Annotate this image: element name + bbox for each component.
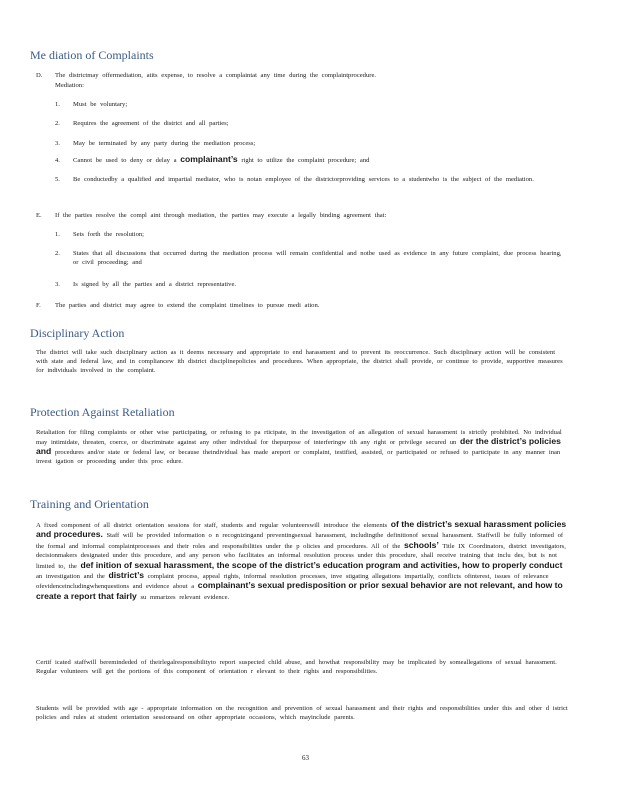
paragraph-protection — [36, 428, 570, 466]
paragraph-text: A fixed component of all district orientation sessions for staff, students and regular volunteerswill introduce the elements — [36, 522, 388, 529]
list-number: 2. — [55, 250, 60, 257]
list-item: Sets forth the resolution; — [73, 231, 145, 238]
section-heading-training: Training and Orientation — [30, 497, 149, 511]
paragraph-text: an investigation and the — [36, 573, 105, 581]
list-number: 2. — [55, 120, 60, 127]
paragraph-training-2: Certif icated staffwill beremindeded of theirlegalresponsibilityto report suspected child abuse, and howthat responsibility may be implicated by someallegations of sexual harassment. Regular volunteers will get the portions of this component of orientation r elevant to their rights and responsibilities. — [36, 659, 557, 675]
list-item: States that all discussions that occurred during the mediation process will remain confidential and notbe used as evidence in any future complaint, due process hearing, or civil proceeding; and — [73, 250, 562, 266]
list-item: Be conductedby a qualified and impartial mediator, who is notan employee of the districtorproviding services to a studentwho is the subject of the mediation. — [73, 176, 534, 183]
paragraph-text: su mmarizes relevant evidence. — [140, 593, 230, 601]
bold-text: district’s — [108, 570, 144, 581]
list-item: Requires the agreement of the district and all parties; — [73, 120, 229, 127]
paragraph-text: Staff will be provided information o n recognizingand preventingsexual harassment, includingthe definitionof sexual harassment. Staffwill be fully informed of the formal and informal complaintprocesses and their roles and responsibilities under the p olicies and procedures. All of the — [36, 532, 564, 550]
paragraph-text: Title IX Coordinators, district investigators, decisionmakers designated under this procedure, and any person who facilitates an informal resolution process under this procedure, shall receive training that inclu des, but is not limited to, the — [36, 542, 566, 570]
section-heading-protection: Protection Against Retaliation — [30, 405, 175, 419]
paragraph-training-3: Students will be provided with age - appropriate information on the recognition and prevention of sexual harassment and their rights and responsibilities under this and other d istrict policies and rules at student orientation sessionsand on other appropriate occasions, which mayinclude parents. — [36, 705, 568, 721]
bold-text: schools’ — [403, 539, 439, 550]
paragraph-text: Retaliation for filing complaints or other wise participating, or refusing to pa rticipate, in the investigation of an allegation of sexual harassment is strictly prohibited. No individual may intimidate, threaten, coerce, or discriminate against any other individual for thepurpose of interferingw ith any right or privilege secured un — [36, 429, 562, 446]
list-number: 3. — [55, 140, 60, 147]
mediation-sublabel: Mediation: — [55, 82, 84, 89]
list-item — [73, 155, 573, 165]
paragraph-text: complaint process, appeal rights, informal resolution processes, inve stigating allegations impartially, conflicts ofinterest, issues of relevance ofevidenceincludingwhenquestions and evidence about a — [36, 573, 549, 591]
item-text: right to utilize the complaint procedure; and — [241, 157, 370, 164]
list-number: 1. — [55, 231, 60, 238]
bold-text: of the district’s sexual harassment policies and procedures. — [36, 519, 567, 540]
bold-text: der the district’s policies and — [36, 436, 561, 456]
bold-text: complainant’s sexual predisposition or prior sexual behavior are not relevant, and how to create a report that fairly — [36, 580, 563, 601]
list-number: 5. — [55, 176, 60, 183]
section-heading-disciplinary: Disciplinary Action — [30, 326, 125, 340]
paragraph-text: procedures and/or state or federal law, or because theindividual has made areport or complaint, testified, assisted, or participated or refused to participate in any manner inan invest igation or proceeding under this proc edure. — [36, 449, 561, 465]
list-number: 3. — [55, 281, 60, 288]
list-item: Must be voluntary; — [73, 101, 128, 108]
bold-text: def inition of sexual harassment, the scope of the district’s education program and activities, how to properly conduct — [80, 559, 563, 570]
list-number: 4. — [55, 157, 60, 164]
bold-text: complainant’s — [180, 154, 238, 164]
item-text: Cannot be used to deny or delay a — [73, 157, 177, 164]
list-number: 1. — [55, 101, 60, 108]
paragraph-d: The districtmay offermediation, atits expense, to resolve a complaintat any time during the complaintprocedure. — [55, 72, 377, 79]
list-item: May be terminated by any party during the mediation process; — [73, 140, 256, 147]
list-item: Is signed by all the parties and a district representative. — [73, 281, 237, 288]
paragraph-training-1 — [36, 520, 570, 602]
item-label-e: E. — [36, 212, 42, 219]
section-heading-mediation: Me diation of Complaints — [30, 48, 154, 62]
item-label-d: D. — [36, 72, 43, 79]
paragraph-e: If the parties resolve the compl aint through mediation, the parties may execute a legally binding agreement that: — [55, 212, 387, 219]
item-label-f: F. — [36, 302, 41, 309]
paragraph-f: The parties and district may agree to extend the complaint timelines to pursue medi ation. — [55, 302, 320, 309]
page-number: 63 — [302, 754, 309, 762]
paragraph-disciplinary: The district will take such disciplinary action as it deems necessary and appropriate to end harassment and to prevent its reoccurrence. Such disciplinary action will be consistent with state and federal law, and in compliancew ith district disciplinepolicies and procedures. When appropriate, the district shall provide, or continue to provide, supportive measures for individuals involved in the complaint. — [36, 349, 563, 374]
